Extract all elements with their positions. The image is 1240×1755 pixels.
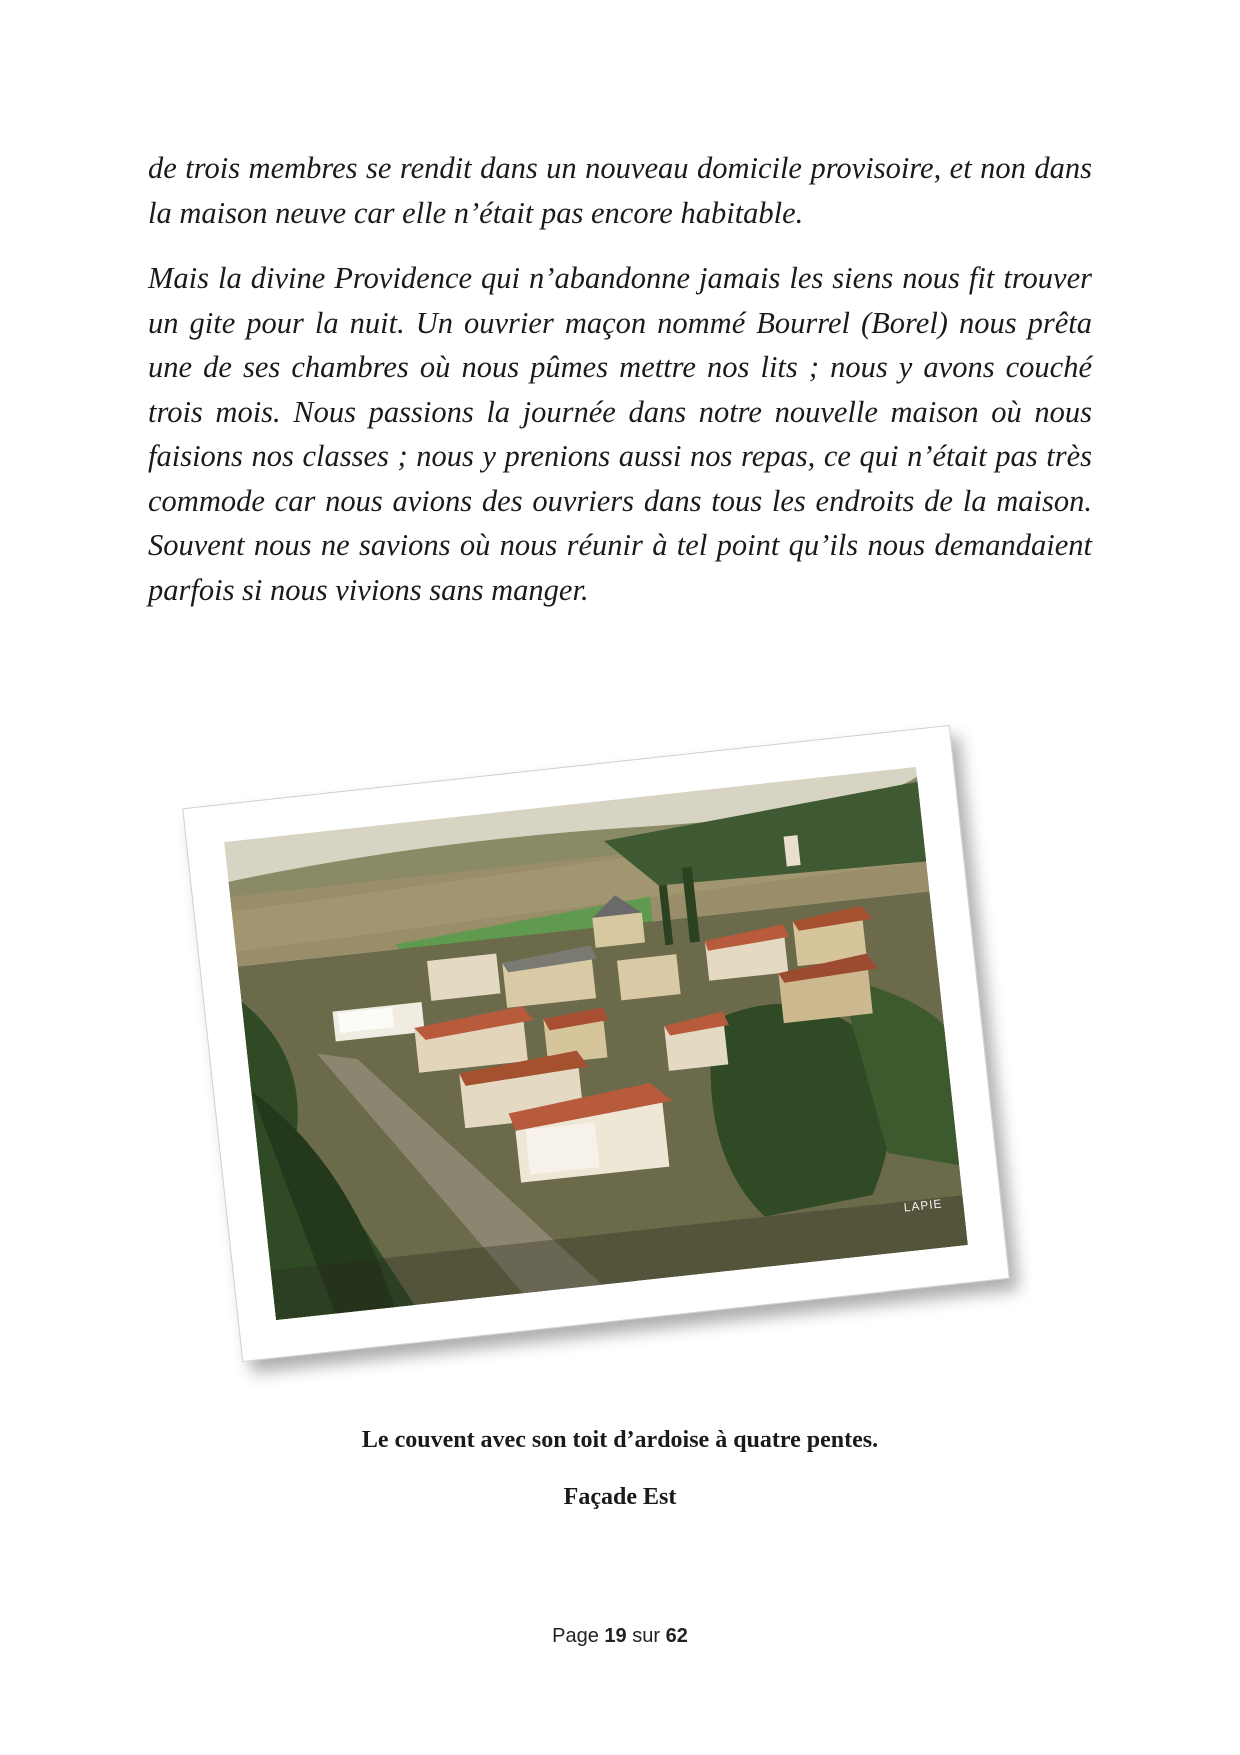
- current-page: 19: [604, 1625, 627, 1647]
- total-pages: 62: [665, 1625, 688, 1647]
- postcard-photo-frame: [182, 725, 1010, 1362]
- paragraph-continuation: de trois membres se rendit dans un nouveau domicile provisoire, et non dans la maison neuve car elle n’était pas encore habitable.: [148, 151, 1092, 230]
- page-number-footer: [0, 1625, 1240, 1648]
- paragraph-providence: Mais la divine Providence qui n’abandonne jamais les siens nous fit trouver un gite pour la nuit. Un ouvrier maçon nommé Bourrel (Borel) nous prêta une de ses chambres où nous pûmes mettre nos lits ; nous y avons couché trois mois. Nous passions la journée dans notre nouvelle maison où nous faisions nos classes ; nous y prenions aussi nos repas, ce qui n’était pas très commode car nous avions des ouvriers dans tous les endroits de la maison. Souvent nous ne savions où nous réunir à tel point qu’ils nous demandaient parfois si nous vivions sans manger.: [148, 261, 1092, 607]
- page-label: Page: [552, 1625, 599, 1647]
- photo-caption: Le couvent avec son toit d’ardoise à quatre pentes.: [361, 1427, 879, 1453]
- photo-subcaption: Façade Est: [563, 1484, 677, 1510]
- aerial-village-photo: [224, 767, 968, 1320]
- page-separator: sur: [632, 1625, 661, 1647]
- lapie-mark: LAPIE: [903, 1196, 944, 1215]
